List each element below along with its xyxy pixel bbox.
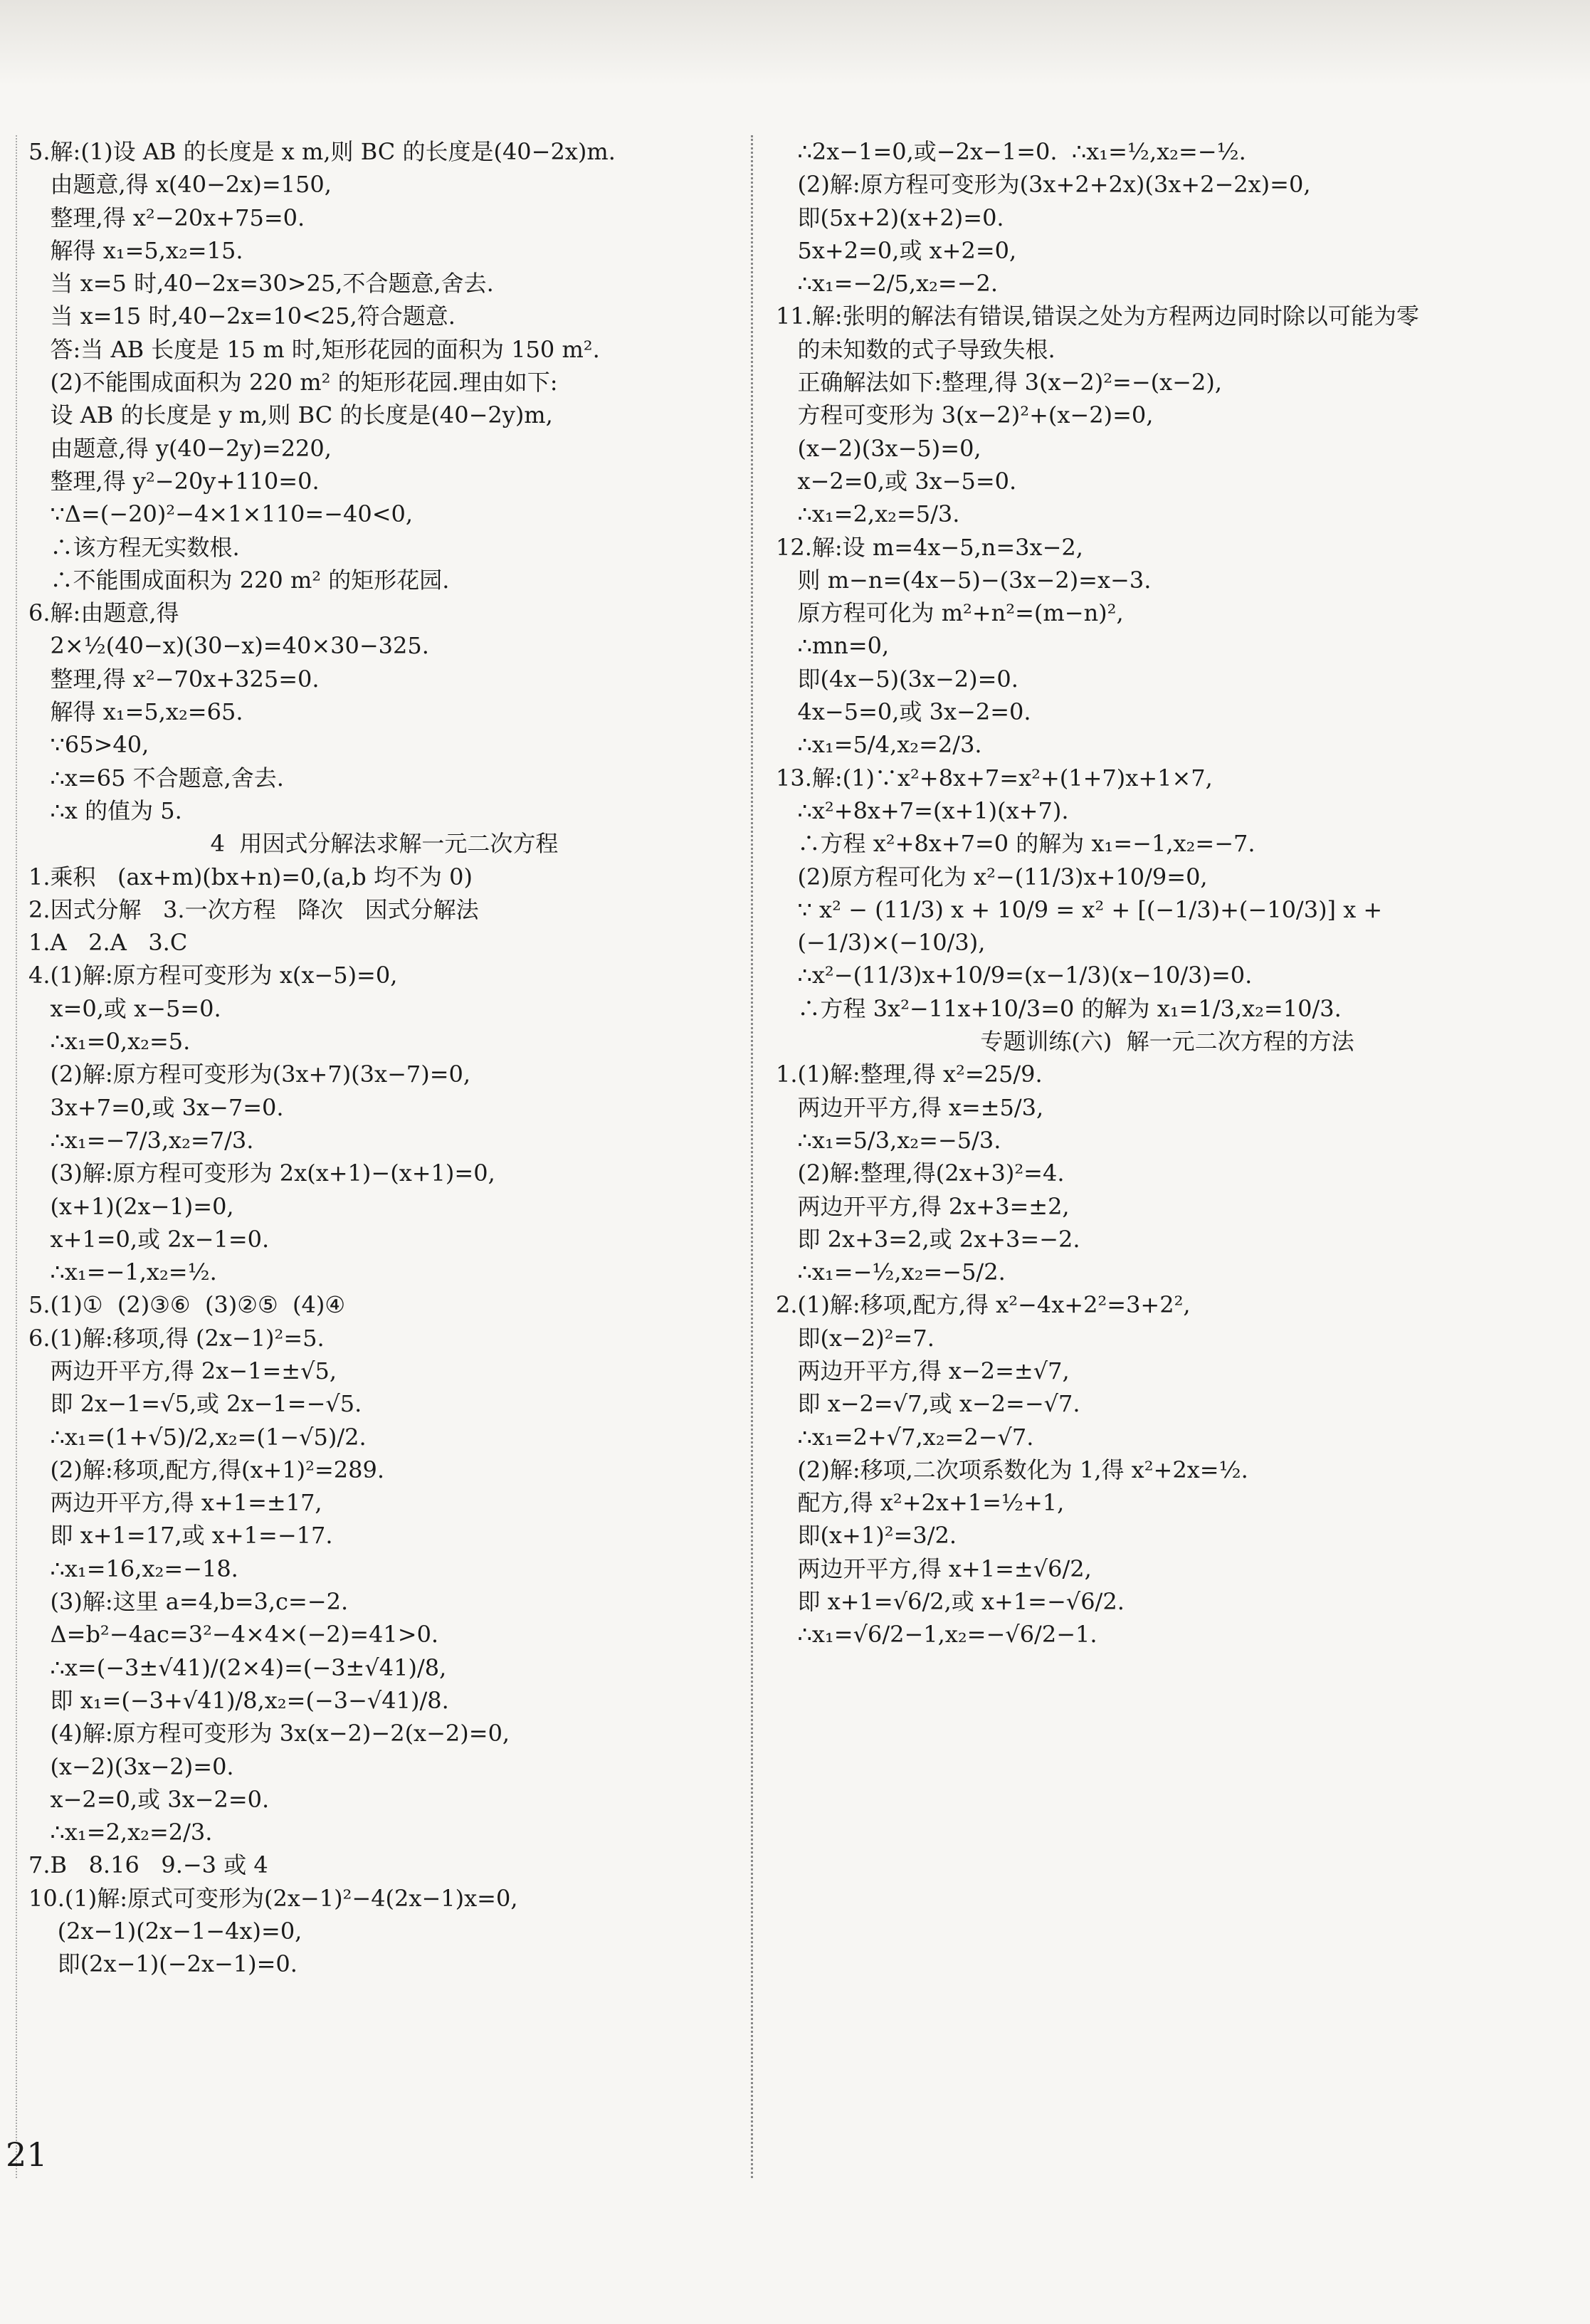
answer-line: ∴x₁=16,x₂=−18. xyxy=(28,1555,238,1582)
answer-line: ∴该方程无实数根. xyxy=(28,533,240,561)
answer-line: 当 x=15 时,40−2x=10<25,符合题意. xyxy=(28,303,456,330)
answer-line: 11.解:张明的解法有错误,错误之处为方程两边同时除以可能为零 xyxy=(776,303,1419,330)
answer-line: (2x−1)(2x−1−4x)=0, xyxy=(28,1918,302,1945)
answer-line: (4)解:原方程可变形为 3x(x−2)−2(x−2)=0, xyxy=(28,1720,510,1747)
answer-line: 配方,得 x²+2x+1=½+1, xyxy=(776,1489,1065,1517)
answer-line: ∴方程 x²+8x+7=0 的解为 x₁=−1,x₂=−7. xyxy=(776,830,1255,858)
left-column xyxy=(28,135,740,1981)
answer-line: ∴x₁=(1+√5)/2,x₂=(1−√5)/2. xyxy=(28,1423,367,1451)
answer-line: 2×½(40−x)(30−x)=40×30−325. xyxy=(28,632,429,660)
answer-line: 即(x+1)²=3/2. xyxy=(776,1522,957,1550)
answer-line: 解得 x₁=5,x₂=15. xyxy=(28,236,243,264)
answer-line: 解得 x₁=5,x₂=65. xyxy=(28,698,243,726)
answer-line: 两边开平方,得 2x−1=±√5, xyxy=(28,1357,337,1384)
answer-line: ∴x=65 不合题意,舍去. xyxy=(28,764,284,792)
answer-line: 10.(1)解:原式可变形为(2x−1)²−4(2x−1)x=0, xyxy=(28,1884,518,1912)
answer-line: 方程可变形为 3(x−2)²+(x−2)=0, xyxy=(776,401,1154,429)
answer-line: 5.(1)① (2)③⑥ (3)②⑤ (4)④ xyxy=(28,1291,345,1319)
answer-line: 5.解:(1)设 AB 的长度是 x m,则 BC 的长度是(40−2x)m. xyxy=(28,138,616,165)
answer-line: 12.解:设 m=4x−5,n=3x−2, xyxy=(776,533,1083,561)
answer-line: 由题意,得 y(40−2y)=220, xyxy=(28,434,332,462)
answer-line: 6.(1)解:移项,得 (2x−1)²=5. xyxy=(28,1324,325,1352)
answer-line: 3x+7=0,或 3x−7=0. xyxy=(28,1093,284,1121)
section-heading: 4 用因式分解法求解一元二次方程 xyxy=(210,830,559,858)
answer-line: 4x−5=0,或 3x−2=0. xyxy=(776,698,1031,726)
answer-line: x=0,或 x−5=0. xyxy=(28,994,221,1022)
answer-line: ∴不能围成面积为 220 m² 的矩形花园. xyxy=(28,566,450,594)
answer-line: 4.(1)解:原方程可变形为 x(x−5)=0, xyxy=(28,962,398,989)
answer-line: 整理,得 y²−20y+110=0. xyxy=(28,467,320,495)
answer-line: 两边开平方,得 2x+3=±2, xyxy=(776,1192,1070,1220)
answer-line: 即(4x−5)(3x−2)=0. xyxy=(776,665,1018,693)
answer-line: ∴x 的值为 5. xyxy=(28,796,182,824)
answer-line: 设 AB 的长度是 y m,则 BC 的长度是(40−2y)m, xyxy=(28,401,553,429)
answer-line: 1.A 2.A 3.C xyxy=(28,929,188,957)
answer-line: ∴x₁=−½,x₂=−5/2. xyxy=(776,1258,1006,1286)
answer-line: 两边开平方,得 x−2=±√7, xyxy=(776,1357,1070,1384)
answer-line: (3)解:原方程可变形为 2x(x+1)−(x+1)=0, xyxy=(28,1160,495,1187)
answer-line: x−2=0,或 3x−5=0. xyxy=(776,467,1017,495)
answer-line: ∴x₁=2+√7,x₂=2−√7. xyxy=(776,1423,1034,1451)
answer-line: 2.(1)解:移项,配方,得 x²−4x+2²=3+2², xyxy=(776,1291,1191,1319)
answer-line: ∴x²−(11/3)x+10/9=(x−1/3)(x−10/3)=0. xyxy=(776,962,1253,989)
answer-line: ∴x₁=−2/5,x₂=−2. xyxy=(776,270,999,298)
answer-line: 7.B 8.16 9.−3 或 4 xyxy=(28,1851,268,1879)
answer-line: 1.乘积 (ax+m)(bx+n)=0,(a,b 均不为 0) xyxy=(28,863,473,890)
answer-line: x+1=0,或 2x−1=0. xyxy=(28,1225,270,1253)
answer-line: (2)解:移项,二次项系数化为 1,得 x²+2x=½. xyxy=(776,1456,1248,1483)
answer-line: 即 x−2=√7,或 x−2=−√7. xyxy=(776,1390,1080,1418)
answer-line: 即(x−2)²=7. xyxy=(776,1324,934,1352)
answer-line: ∴x₁=−1,x₂=½. xyxy=(28,1258,217,1286)
answer-line: 整理,得 x²−20x+75=0. xyxy=(28,204,305,231)
answer-line: 正确解法如下:整理,得 3(x−2)²=−(x−2), xyxy=(776,369,1223,396)
answer-line: 5x+2=0,或 x+2=0, xyxy=(776,236,1017,264)
answer-line: 的未知数的式子导致失根. xyxy=(776,335,1055,363)
answer-line: (2)不能围成面积为 220 m² 的矩形花园.理由如下: xyxy=(28,369,558,396)
answer-line: 即 2x+3=2,或 2x+3=−2. xyxy=(776,1225,1080,1253)
answer-line: 即 2x−1=√5,或 2x−1=−√5. xyxy=(28,1390,362,1418)
answer-line: 当 x=5 时,40−2x=30>25,不合题意,舍去. xyxy=(28,270,494,298)
answer-line: (2)解:移项,配方,得(x+1)²=289. xyxy=(28,1456,385,1483)
answer-line: x−2=0,或 3x−2=0. xyxy=(28,1785,270,1813)
left-margin-rule xyxy=(16,135,17,2178)
answer-line: ∴x₁=2,x₂=2/3. xyxy=(28,1819,213,1846)
answer-line: ∴2x−1=0,或−2x−1=0. ∴x₁=½,x₂=−½. xyxy=(776,138,1246,165)
answer-line: ∴x₁=√6/2−1,x₂=−√6/2−1. xyxy=(776,1621,1097,1649)
answer-line: 即 x+1=17,或 x+1=−17. xyxy=(28,1522,333,1550)
column-separator xyxy=(751,135,753,2178)
answer-line: ∴x₁=−7/3,x₂=7/3. xyxy=(28,1126,254,1154)
answer-line: 即 x+1=√6/2,或 x+1=−√6/2. xyxy=(776,1588,1125,1616)
answer-line: (3)解:这里 a=4,b=3,c=−2. xyxy=(28,1588,349,1616)
answer-line: 则 m−n=(4x−5)−(3x−2)=x−3. xyxy=(776,566,1152,594)
answer-line: (2)原方程可化为 x²−(11/3)x+10/9=0, xyxy=(776,863,1208,890)
answer-line: 由题意,得 x(40−2x)=150, xyxy=(28,171,332,199)
answer-line: 6.解:由题意,得 xyxy=(28,599,179,627)
answer-line: ∴x²+8x+7=(x+1)(x+7). xyxy=(776,796,1069,824)
top-edge-band xyxy=(0,0,1590,85)
answer-line: (2)解:原方程可变形为(3x+2+2x)(3x+2−2x)=0, xyxy=(776,171,1311,199)
answer-line: 两边开平方,得 x=±5/3, xyxy=(776,1093,1044,1121)
answer-line: 答:当 AB 长度是 15 m 时,矩形花园的面积为 150 m². xyxy=(28,335,600,363)
answer-line: ∴x₁=5/3,x₂=−5/3. xyxy=(776,1126,1001,1154)
right-column xyxy=(776,135,1559,1651)
answer-line: ∵ x² − (11/3) x + 10/9 = x² + [(−1/3)+(−10/3)] x + xyxy=(776,895,1383,923)
answer-line: (2)解:整理,得(2x+3)²=4. xyxy=(776,1160,1065,1187)
answer-line: 即 x₁=(−3+√41)/8,x₂=(−3−√41)/8. xyxy=(28,1686,449,1714)
answer-line: ∵Δ=(−20)²−4×1×110=−40<0, xyxy=(28,500,414,528)
answer-line: 两边开平方,得 x+1=±17, xyxy=(28,1489,322,1517)
answer-line: 13.解:(1)∵x²+8x+7=x²+(1+7)x+1×7, xyxy=(776,764,1213,792)
answer-line: ∴方程 3x²−11x+10/3=0 的解为 x₁=1/3,x₂=10/3. xyxy=(776,994,1342,1022)
answer-line: (2)解:原方程可变形为(3x+7)(3x−7)=0, xyxy=(28,1061,471,1088)
answer-line: 1.(1)解:整理,得 x²=25/9. xyxy=(776,1061,1043,1088)
answer-line: (x+1)(2x−1)=0, xyxy=(28,1192,234,1220)
answer-line: Δ=b²−4ac=3²−4×4×(−2)=41>0. xyxy=(28,1621,439,1649)
answer-line: 整理,得 x²−70x+325=0. xyxy=(28,665,320,693)
answer-line: 两边开平方,得 x+1=±√6/2, xyxy=(776,1555,1092,1582)
answer-line: ∵65>40, xyxy=(28,731,149,759)
answer-line: ∴x=(−3±√41)/(2×4)=(−3±√41)/8, xyxy=(28,1653,447,1681)
answer-line: 2.因式分解 3.一次方程 降次 因式分解法 xyxy=(28,895,479,923)
answer-line: (x−2)(3x−5)=0, xyxy=(776,434,981,462)
answer-line: ∴x₁=5/4,x₂=2/3. xyxy=(776,731,982,759)
answer-line: 即(5x+2)(x+2)=0. xyxy=(776,204,1004,231)
answer-line: ∴mn=0, xyxy=(776,632,890,660)
page-number: 21 xyxy=(6,2135,48,2174)
section-heading: 专题训练(六) 解一元二次方程的方法 xyxy=(980,1028,1354,1056)
answer-line: ∴x₁=2,x₂=5/3. xyxy=(776,500,960,528)
answer-line: 原方程可化为 m²+n²=(m−n)², xyxy=(776,599,1124,627)
answer-line: 即(2x−1)(−2x−1)=0. xyxy=(28,1950,298,1978)
answer-line: ∴x₁=0,x₂=5. xyxy=(28,1028,191,1056)
answer-line: (x−2)(3x−2)=0. xyxy=(28,1752,234,1780)
answer-line: (−1/3)×(−10/3), xyxy=(776,929,986,957)
